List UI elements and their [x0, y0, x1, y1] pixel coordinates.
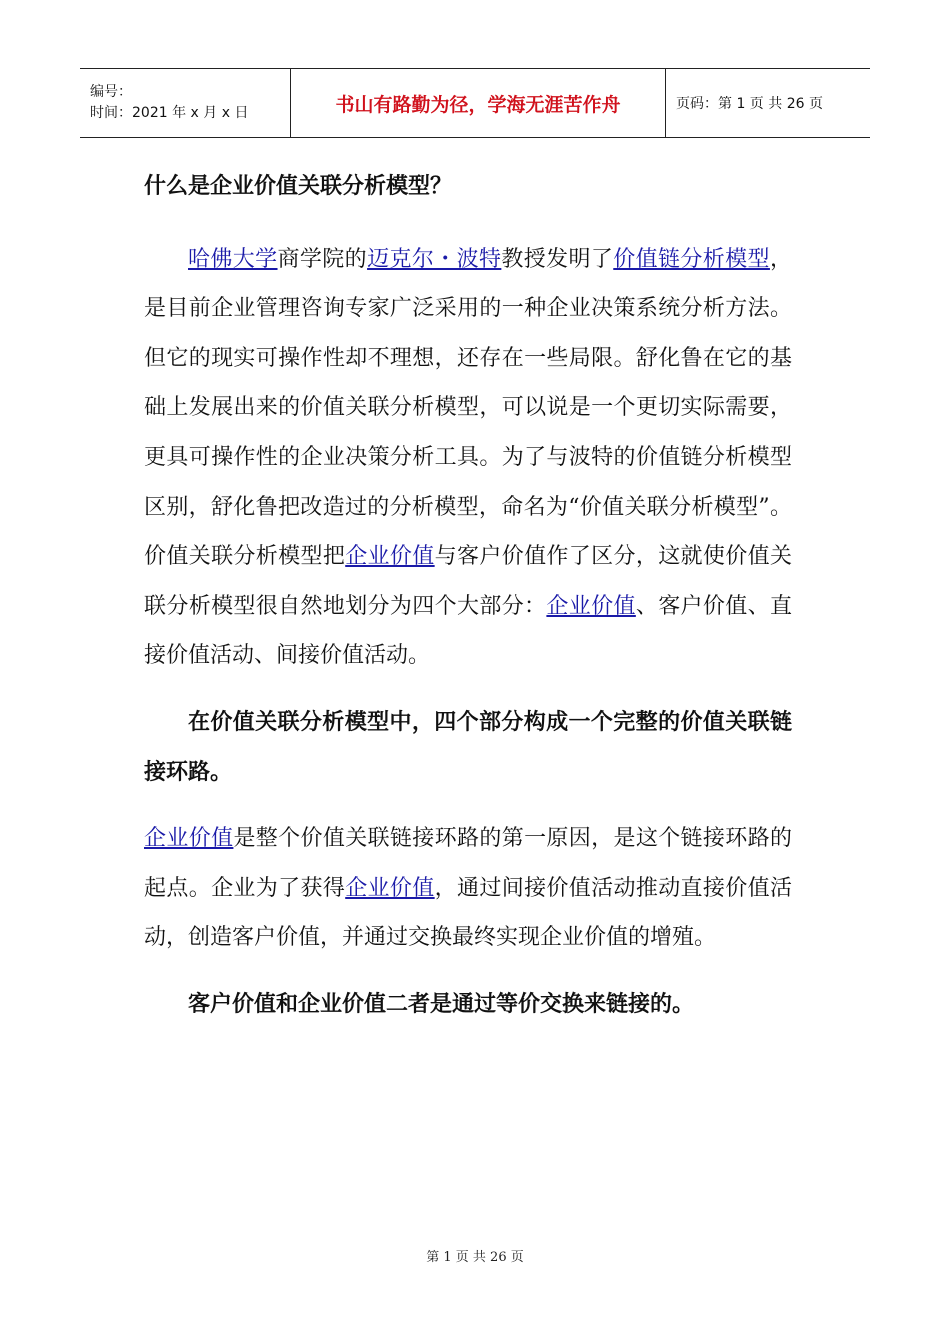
document-number-label: 编号：	[90, 84, 132, 100]
page-info-text: 页码：第 1 页 共 26 页	[676, 96, 823, 112]
section-heading-loop: 在价值关联分析模型中，四个部分构成一个完整的价值关联链接环路。	[144, 708, 792, 785]
link-value-chain-model[interactable]: 价值链分析模型	[613, 246, 770, 272]
text-segment: 、客户价值、直接价值活动、间接价值活动。	[144, 593, 792, 669]
text-segment: ，通过间接价值活动推动直接价值活动，创造客户价值，并通过交换最终实现企业价值的增殖。	[144, 875, 792, 951]
paragraph-intro	[144, 235, 792, 681]
link-enterprise-value[interactable]: 企业价值	[345, 875, 435, 901]
text-segment: 与客户价值作了区分，这就使价值关联分析模型很自然地划分为四个大部分：	[144, 544, 792, 619]
document-body	[144, 162, 792, 1030]
section-heading-exchange: 客户价值和企业价值二者是通过等价交换来链接的。	[188, 990, 695, 1017]
document-title: 什么是企业价值关联分析模型？	[144, 173, 453, 199]
motto-text: 书山有路勤为径，学海无涯苦作舟	[335, 93, 621, 116]
header-meta	[80, 69, 290, 137]
link-enterprise-value[interactable]: 企业价值	[144, 826, 234, 852]
footer-page-number: 第 1 页 共 26 页	[426, 1250, 524, 1265]
header-page-info	[666, 69, 870, 137]
link-harvard[interactable]: 哈佛大学	[188, 246, 278, 272]
link-michael-porter[interactable]: 迈克尔・波特	[367, 246, 502, 272]
text-segment: ，是目前企业管理咨询专家广泛采用的一种企业决策系统分析方法。但它的现实可操作性却不理想，还存在一些局限。舒化鲁在它的基础上发展出来的价值关联分析模型，可以说是一个更切实际需要，更具可操作性的企业决策分析工具。为了与波特的价值链分析模型区别，舒化鲁把改造过的分析模型，命名为“价值关联分析模型”。价值关联分析模型把	[144, 246, 792, 570]
document-date: 时间：2021 年 x 月 x 日	[90, 105, 249, 121]
text-segment: 商学院的	[277, 246, 368, 272]
link-enterprise-value[interactable]: 企业价值	[546, 593, 636, 619]
text-segment: 教授发明了	[501, 246, 614, 272]
page-header	[80, 68, 870, 138]
paragraph-loop	[144, 814, 792, 963]
page-footer	[0, 1246, 950, 1265]
header-motto	[290, 69, 666, 137]
link-enterprise-value[interactable]: 企业价值	[345, 544, 435, 570]
text-segment: 是整个价值关联链接环路的第一原因，是这个链接环路的起点。企业为了获得	[144, 826, 792, 901]
